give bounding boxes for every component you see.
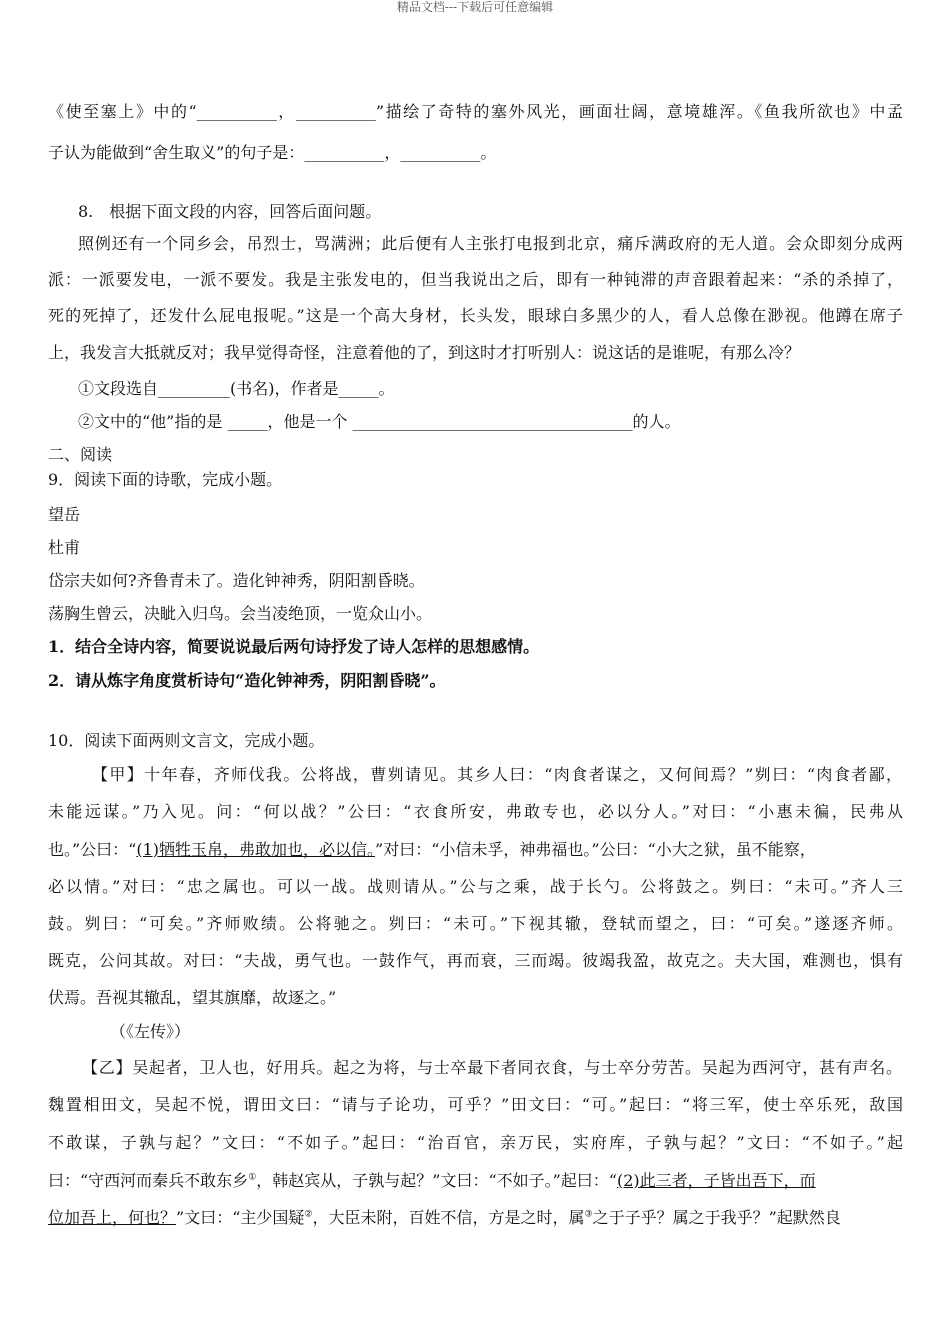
underlined-sentence-1: (1)牺牲玉帛，弗敢加也，必以信。 — [136, 840, 376, 859]
q9-subquestion-2: 2．请从炼字角度赏析诗句“造化钟神秀，阴阳割昏晓”。 — [48, 671, 446, 690]
jia-line-3-start: 也。”公曰：“ — [48, 840, 137, 859]
q8-passage-line-2: 派：一派要发电，一派不要发。我是主张发电的，但当我说出之后，即有一种钝滞的声音跟着起来：“杀的杀掉了， — [48, 270, 903, 289]
q9-title: 9．阅读下面的诗歌，完成小题。 — [48, 470, 283, 489]
q8-title: 8. 根据下面文段的内容，回答后面问题。 — [78, 202, 382, 221]
q8-subquestion-1: ①文段选自_________(书名)，作者是_____。 — [78, 379, 395, 398]
jia-line-3 — [48, 839, 816, 861]
poem-author: 杜甫 — [48, 538, 81, 557]
q9-subquestion-1: 1．结合全诗内容，简要说说最后两句诗抒发了诗人怎样的思想感情。 — [48, 637, 540, 656]
section-heading: 二、阅读 — [48, 445, 113, 464]
jia-line-2: 未能远谋。”乃入见。问：“何以战？”公曰：“衣食所安，弗敢专也，必以分人。”对曰：“小惠未徧，民弗从 — [48, 802, 903, 821]
yi-line-4-start: 曰：“守西河而秦兵不敢东乡 — [48, 1171, 249, 1190]
yi-line-1: 【乙】吴起者，卫人也，好用兵。起之为将，与士卒最下者同衣食，与士卒分劳苦。吴起为西河守，甚有声名。 — [82, 1058, 902, 1077]
poem-title: 望岳 — [48, 505, 81, 524]
yi-line-2: 魏置相田文，吴起不悦，谓田文曰：“请与子论功，可乎？”田文曰：“可。”起曰：“将三军，使士卒乐死，敌国 — [48, 1095, 903, 1114]
yi-line-5-start: ”文曰：“主少国疑 — [176, 1208, 305, 1227]
jia-line-7: 伏焉。吾视其辙乱，望其旗靡，故逐之。” — [48, 988, 337, 1007]
yi-line-5 — [48, 1207, 841, 1229]
jia-line-3-end: ”对曰：“小信未孚，神弗福也。”公曰：“小大之狱，虽不能察， — [375, 840, 816, 859]
yi-line-4-middle: ，韩赵宾从，子孰与起？”文曰：“不如子。”起曰：“ — [256, 1171, 617, 1190]
poem-line-2: 荡胸生曾云，决眦入归鸟。会当凌绝顶，一览众山小。 — [48, 604, 433, 623]
footnote-marker-3: ③ — [584, 1209, 593, 1220]
yi-line-5-middle: ，大臣未附，百姓不信，方是之时，属 — [312, 1208, 585, 1227]
q7-line-1: 《使至塞上》中的“__________，__________”描绘了奇特的塞外风光，画面壮阔，意境雄浑。《鱼我所欲也》中孟 — [48, 102, 903, 121]
q7-line-2: 子认为能做到“舍生取义”的句子是：__________，__________。 — [48, 143, 497, 162]
yi-line-3: 不敢谋，子孰与起？”文曰：“不如子。”起曰：“治百官，亲万民，实府库，子孰与起？”文曰：“不如子。”起 — [48, 1133, 903, 1152]
jia-line-6: 既克，公问其故。对曰：“夫战，勇气也。一鼓作气，再而衰，三而竭。彼竭我盈，故克之。夫大国，难测也，惧有 — [48, 951, 903, 970]
page-header: 精品文档---下载后可任意编辑 — [396, 0, 554, 14]
footnote-marker-2: ② — [304, 1209, 313, 1220]
yi-line-4 — [48, 1170, 816, 1192]
q8-passage-line-3: 死的死掉了，还发什么屁电报呢。”这是一个高大身材，长头发，眼球白多黑少的人，看人总像在渺视。他蹲在席子 — [48, 306, 903, 325]
jia-line-4: 必以情。”对曰：“忠之属也。可以一战。战则请从。”公与之乘，战于长勺。公将鼓之。刿曰：“未可。”齐人三 — [48, 877, 903, 896]
footnote-marker-1: ① — [248, 1172, 257, 1183]
q8-passage-line-4: 上，我发言大抵就反对；我早觉得奇怪，注意着他的了，到这时才打听别人：说这话的是谁呢，有那么冷？ — [48, 343, 801, 362]
source-citation: （《左传》） — [110, 1022, 191, 1041]
jia-line-1: 【甲】十年春，齐师伐我。公将战，曹刿请见。其乡人曰：“肉食者谋之，又何间焉？”刿曰：“肉食者鄙， — [92, 765, 902, 784]
q8-passage-line-1: 照例还有一个同乡会，吊烈士，骂满洲；此后便有人主张打电报到北京，痛斥满政府的无人道。会众即刻分成两 — [78, 234, 903, 253]
underlined-sentence-2-part-2: 位加吾上，何也？ — [48, 1208, 177, 1227]
q10-title: 10．阅读下面两则文言文，完成小题。 — [48, 731, 325, 750]
q8-subquestion-2: ②文中的“他”指的是 _____，他是一个 ___________________________________的人。 — [78, 412, 681, 431]
poem-line-1: 岱宗夫如何?齐鲁青未了。造化钟神秀，阴阳割昏晓。 — [48, 571, 425, 590]
yi-line-5-end: 之于子乎？属之于我乎？”起默然良 — [592, 1208, 841, 1227]
jia-line-5: 鼓。刿曰：“可矣。”齐师败绩。公将驰之。刿曰：“未可。”下视其辙，登轼而望之，曰：“可矣。”遂逐齐师。 — [48, 914, 903, 933]
underlined-sentence-2-part-1: (2)此三者，子皆出吾下，而 — [617, 1171, 816, 1190]
